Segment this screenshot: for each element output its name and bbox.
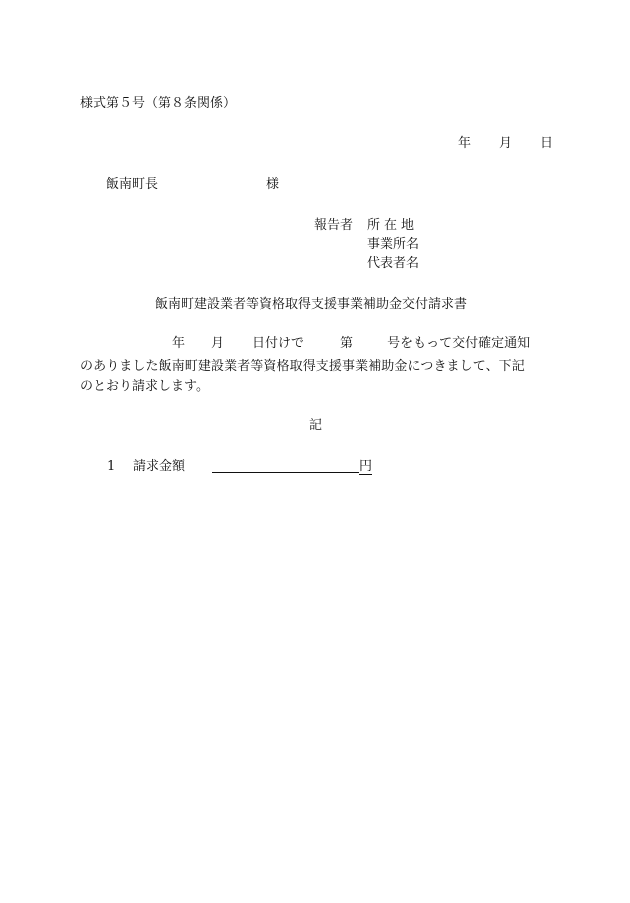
- body-year: 年: [172, 336, 186, 351]
- reporter-office-label: 事業所名: [367, 237, 420, 252]
- body-number-suffix: 号をもって交付確定通知: [387, 336, 531, 351]
- amount-item-number: 1: [107, 459, 116, 474]
- body-month: 月: [211, 336, 225, 351]
- ki-heading: 記: [309, 418, 323, 433]
- body-line-3: のとおり請求します。: [80, 379, 209, 394]
- date-year: 年: [458, 136, 472, 151]
- body-line-1: [172, 337, 530, 350]
- amount-blank-field[interactable]: [212, 458, 359, 473]
- date-block: [458, 137, 553, 150]
- reporter-representative-label: 代表者名: [367, 256, 420, 271]
- reporter-label: 報告者: [314, 218, 354, 233]
- body-dai: 第: [340, 336, 354, 351]
- body-date-suffix: 日付けで: [252, 336, 305, 351]
- date-month: 月: [499, 136, 513, 151]
- document-title: 飯南町建設業者等資格取得支援事業補助金交付請求書: [155, 297, 468, 312]
- amount-unit: 円: [359, 459, 373, 474]
- date-day: 日: [540, 136, 554, 151]
- addressee: [106, 178, 279, 191]
- addressee-honorific: 様: [266, 177, 280, 192]
- form-number: 様式第５号（第８条関係）: [80, 96, 237, 111]
- reporter-address-label: 所在地: [367, 218, 419, 233]
- addressee-name: 飯南町長: [106, 177, 159, 192]
- amount-label: 請求金額: [133, 459, 186, 474]
- body-line-2: のありました飯南町建設業者等資格取得支援事業補助金につきまして、下記: [80, 359, 525, 374]
